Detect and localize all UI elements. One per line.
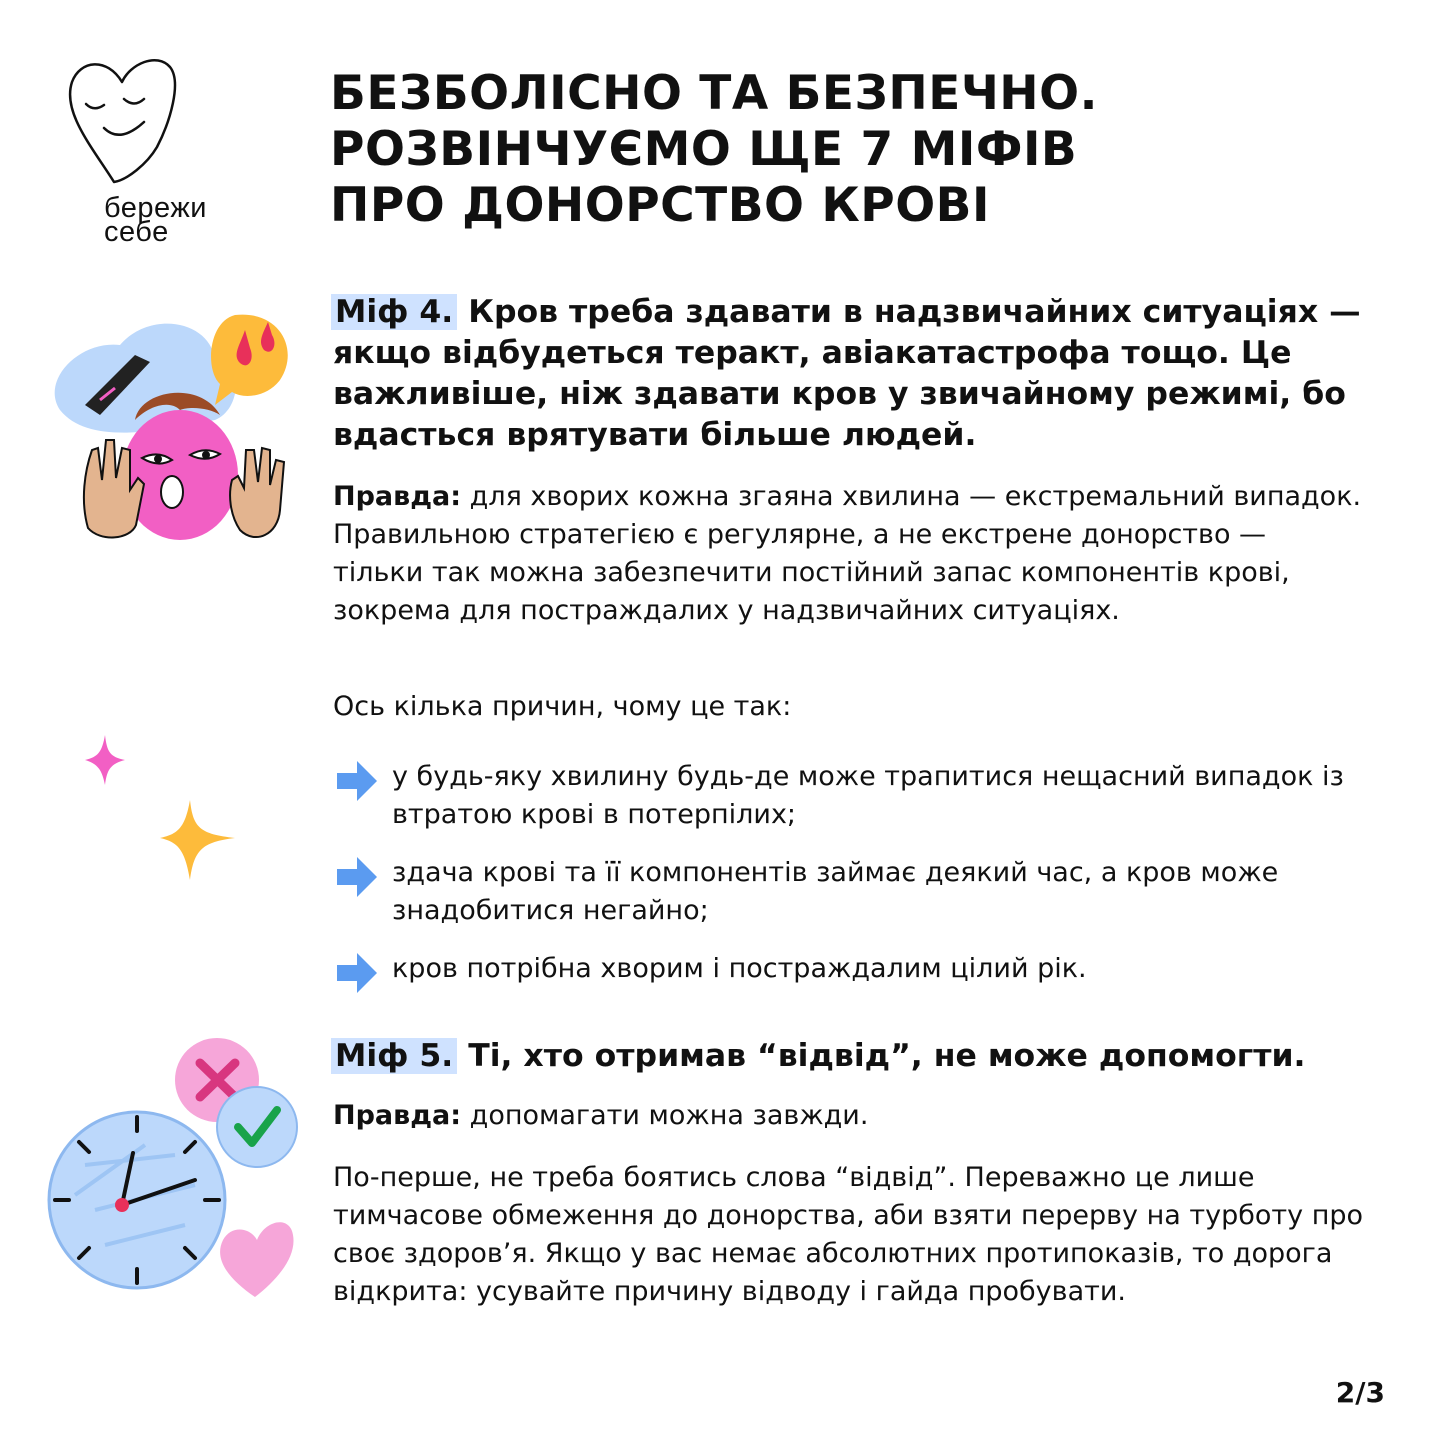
logo-wordmark (104, 192, 207, 248)
clock-illustration (45, 1035, 305, 1300)
arrow-right-icon (335, 950, 379, 996)
sparkles-decoration (80, 730, 250, 890)
myth-5-statement: Ті, хто отримав “відвід”, не може допомогти. (457, 1038, 1306, 1074)
myth-5-truth-label: Правда: (333, 1100, 462, 1131)
myth-5-title (333, 1036, 1383, 1077)
reason-item (335, 758, 1375, 838)
myth-4-tag: Міф 4. (331, 294, 457, 330)
reason-item (335, 950, 1375, 996)
arrow-right-icon (335, 758, 379, 804)
smiling-heart-icon (62, 52, 242, 202)
title-line-1: БЕЗБОЛІСНО ТА БЕЗПЕЧНО. (330, 66, 1098, 121)
page-title (330, 66, 1390, 234)
myth-4-title (333, 292, 1383, 456)
myth-4-truth-text: для хворих кожна згаяна хвилина — екстремальний випадок. Правильною стратегією є регулярне, а не екстрене донорство — тільки так можна забезпечити постійний запас компонентів крові, зокрема для постраждалих у надзвичайних ситуаціях. (333, 481, 1362, 626)
myth-4-truth-label: Правда: (333, 481, 462, 512)
reason-item (335, 854, 1375, 934)
myth-5-truth (333, 1097, 1363, 1135)
myth-4-statement: Кров треба здавати в надзвичайних ситуаціях — якщо відбудеться теракт, авіакатастрофа тощо. Це важливіше, ніж здавати кров у звичайному режимі, бо вдасться врятувати більше людей. (333, 294, 1361, 453)
title-line-2: РОЗВІНЧУЄМО ЩЕ 7 МІФІВ (330, 122, 1078, 177)
myth-5-tag: Міф 5. (331, 1038, 457, 1074)
myth-5-paragraph: По-перше, не треба боятись слова “відвід”. Переважно це лише тимчасове обмеження до донорства, аби взяти перерву на турботу про своє здоров’я. Якщо у вас немає абсолютних протипоказів, то дорога відкрита: усувайте причину відводу і гайда пробувати. (333, 1162, 1364, 1307)
page-number: 2/3 (1335, 1376, 1385, 1409)
arrow-right-icon (335, 854, 379, 900)
reason-text: у будь-яку хвилину будь-де може трапитися нещасний випадок із втратою крові в потерпілих; (392, 761, 1344, 830)
reason-text: здача крові та її компонентів займає деякий час, а кров може знадобитися негайно; (392, 857, 1279, 926)
myth-4-truth (333, 478, 1363, 630)
logo-line-1: бережи (104, 192, 207, 224)
reason-text: кров потрібна хворим і постраждалим цілий рік. (392, 953, 1087, 984)
reasons-intro: Ось кілька причин, чому це так: (333, 691, 792, 722)
logo-line-2: себе (104, 216, 169, 248)
title-line-3: ПРО ДОНОРСТВО КРОВІ (330, 178, 990, 233)
myth-5-truth-text: допомагати можна завжди. (461, 1100, 869, 1131)
scared-face-illustration (40, 300, 300, 560)
